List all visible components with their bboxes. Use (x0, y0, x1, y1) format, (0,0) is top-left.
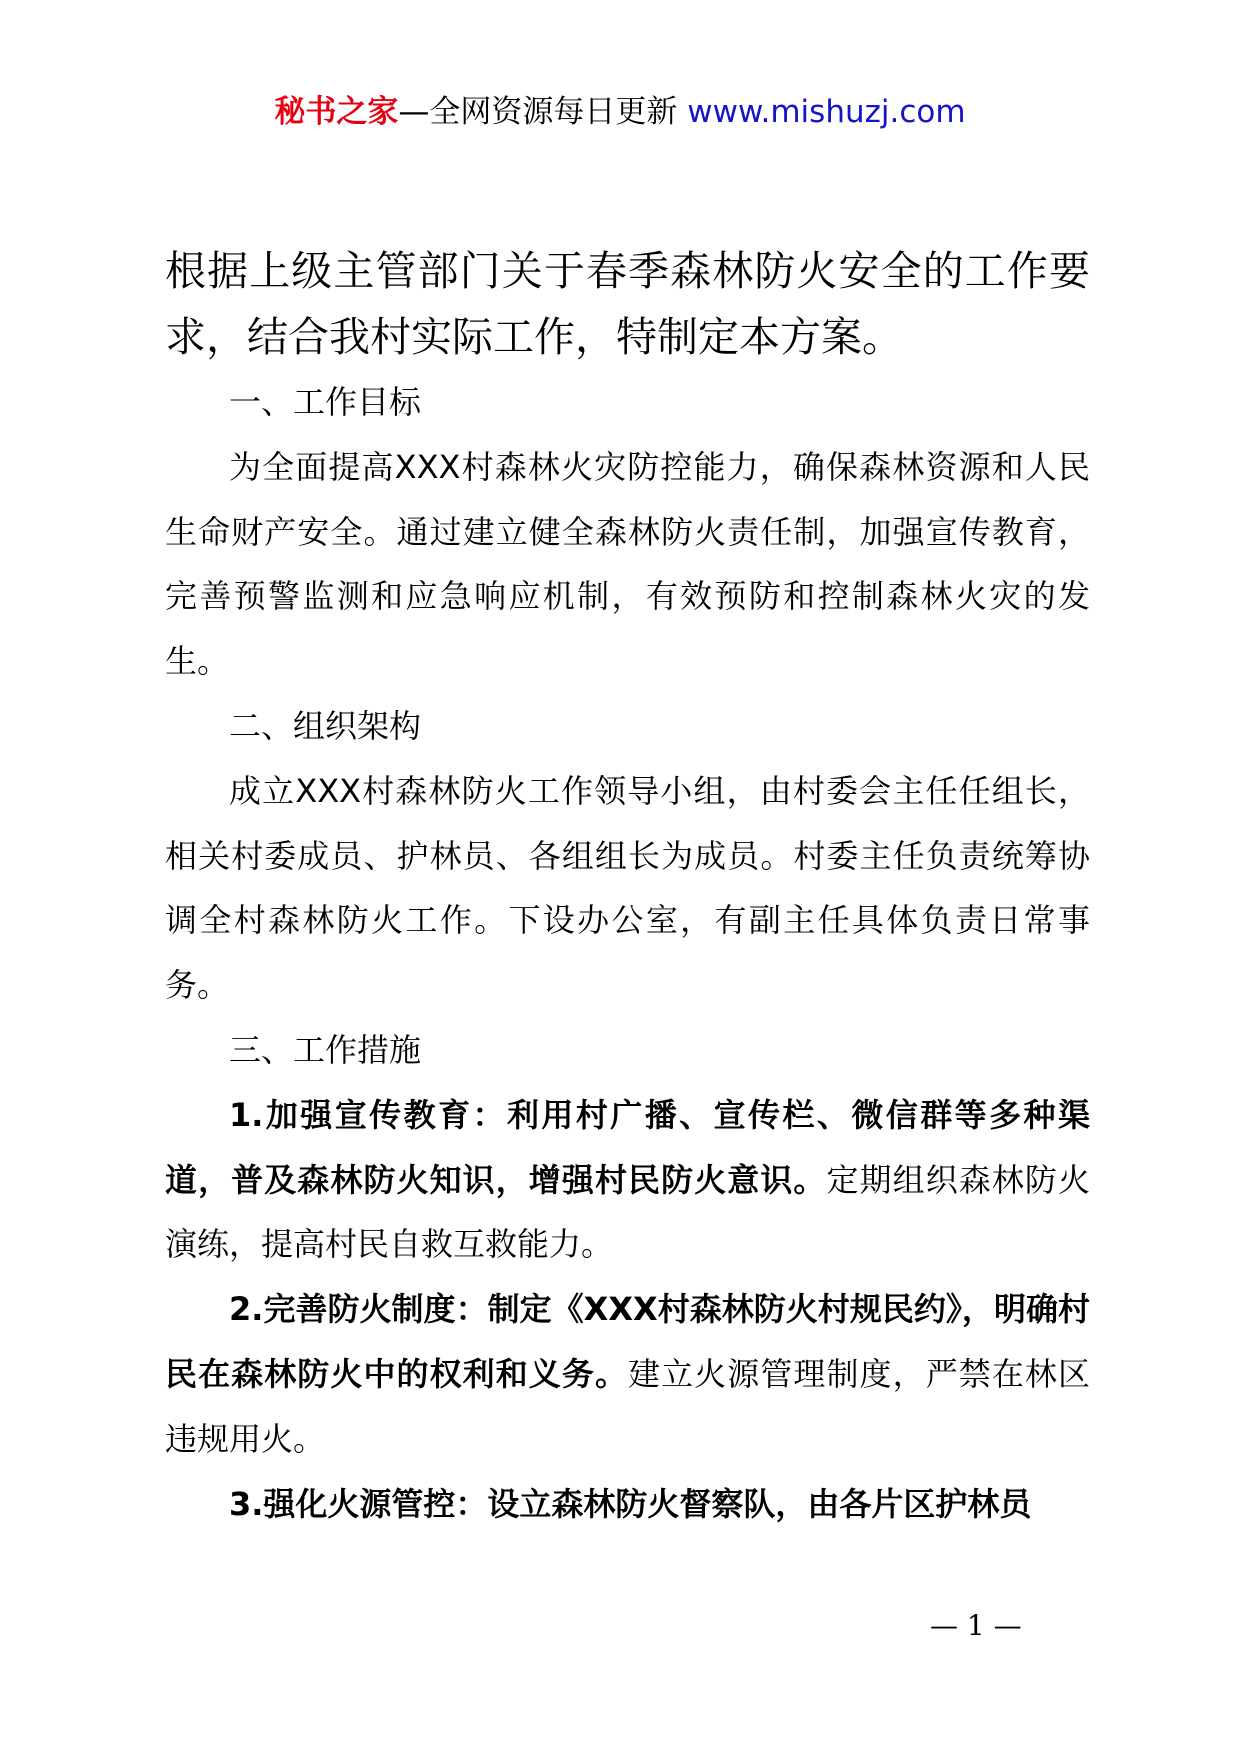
section-text-goals: 为全面提高XXX村森林火灾防控能力，确保森林资源和人民生命财产安全。通过建立健全森林防火责任制，加强宣传教育，完善预警监测和应急响应机制，有效预防和控制森林火灾的发生。 (165, 447, 1090, 681)
site-slogan: —全网资源每日更新 (398, 94, 678, 130)
measure-item-3 (165, 1472, 1090, 1537)
intro-paragraph: 根据上级主管部门关于春季森林防火安全的工作要求，结合我村实际工作，特制定本方案。 (165, 247, 1090, 361)
measure-item-1 (165, 1083, 1090, 1277)
measure-item-1-lead: 1.加强宣传教育：利用村广播、宣传栏、微信群等多种渠道，普及森林防火知识，增强村民防火意识。 (165, 1095, 1090, 1199)
measure-item-2 (165, 1277, 1090, 1471)
section-heading-measures: 三、工作措施 (229, 1030, 422, 1069)
site-header (0, 92, 1240, 132)
document-body (165, 238, 1090, 1536)
section-heading-organization: 二、组织架构 (229, 706, 422, 745)
section-heading-goals: 一、工作目标 (229, 383, 422, 421)
page-number: — 1 — (930, 1609, 1022, 1642)
measure-item-2-lead: 2.完善防火制度：制定《XXX村森林防火村规民约》，明确村民在森林防火中的权利和义务。 (165, 1290, 1090, 1393)
measure-item-3-lead: 3.强化火源管控：设立森林防火督察队，由各片区护林员 (229, 1484, 1032, 1523)
site-url-link[interactable]: www.mishuzj.com (687, 94, 966, 130)
measure-item-1-text: 定期组织森林防火演练，提高村民自救互救能力。 (165, 1160, 1090, 1264)
measure-item-2-text: 建立火源管理制度，严禁在林区违规用火。 (165, 1354, 1090, 1458)
site-brand: 秘书之家 (274, 94, 399, 130)
section-text-organization: 成立XXX村森林防火工作领导小组，由村委会主任任组长，相关村委成员、护林员、各组组长为成员。村委主任负责统筹协调全村森林防火工作。下设办公室，有副主任具体负责日常事务。 (165, 771, 1090, 1005)
